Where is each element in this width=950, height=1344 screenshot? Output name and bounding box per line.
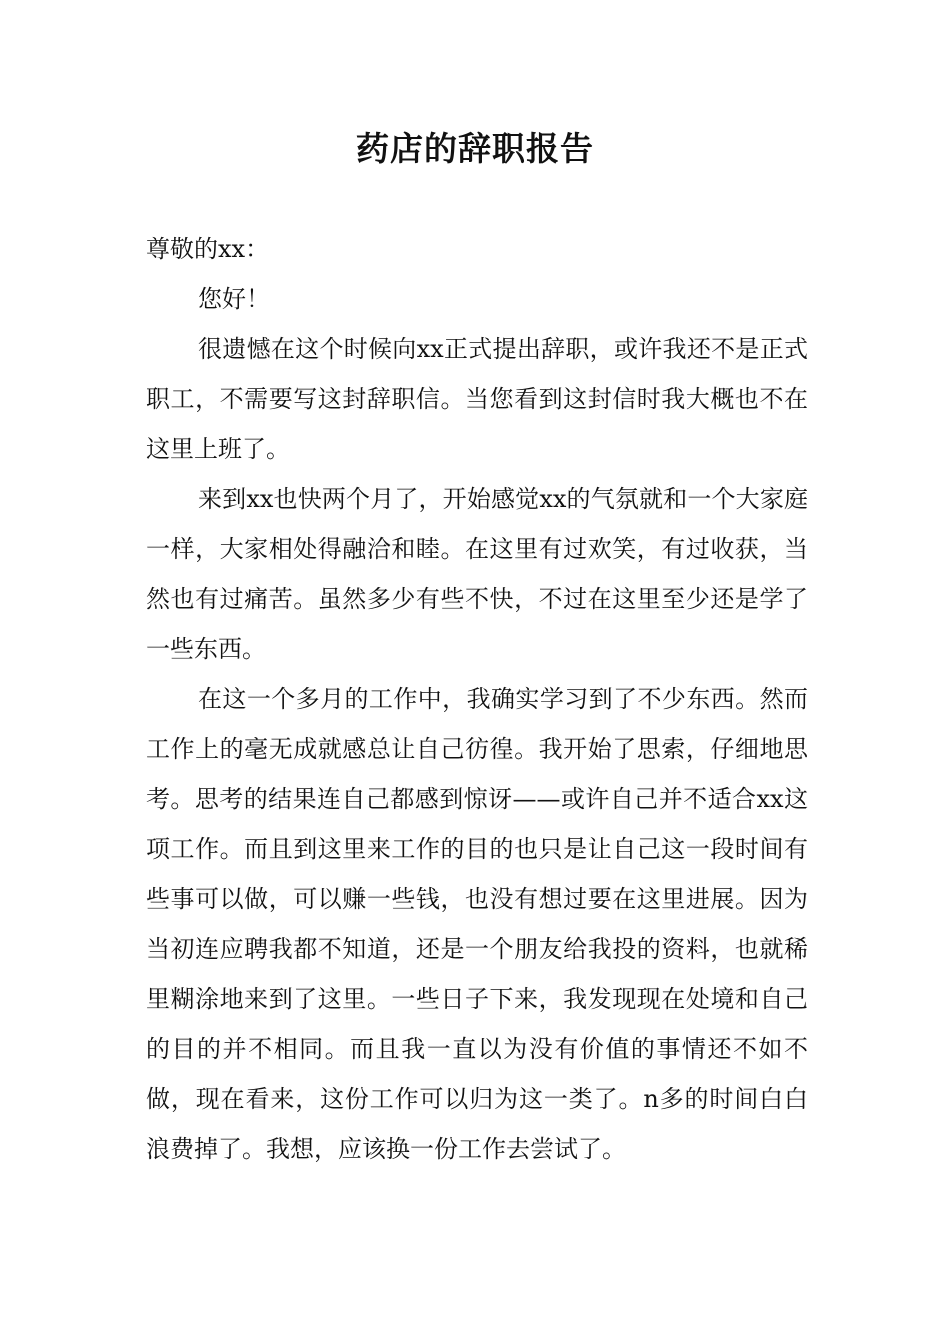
paragraph-1: 很遗憾在这个时候向xx正式提出辞职，或许我还不是正式职工，不需要写这封辞职信。当您看到这封信时我大概也不在这里上班了。: [146, 335, 808, 463]
paragraph-2: 来到xx也快两个月了，开始感觉xx的气氛就和一个大家庭一样，大家相处得融洽和睦。在这里有过欢笑，有过收获，当然也有过痛苦。虽然多少有些不快，不过在这里至少还是学了一些东西。: [146, 485, 808, 663]
letter-body: [146, 224, 808, 1174]
paragraph-3: 在这一个多月的工作中，我确实学习到了不少东西。然而工作上的毫无成就感总让自己彷徨。我开始了思索，仔细地思考。思考的结果连自己都感到惊讶——或许自己并不适合xx这项工作。而且到这里来工作的目的也只是让自己这一段时间有些事可以做，可以赚一些钱，也没有想过要在这里进展。因为当初连应聘我都不知道，还是一个朋友给我投的资料，也就稀里糊涂地来到了这里。一些日子下来，我发现现在处境和自己的目的并不相同。而且我一直以为没有价值的事情还不如不做，现在看来，这份工作可以归为这一类了。n多的时间白白浪费掉了。我想，应该换一份工作去尝试了。: [146, 685, 808, 1163]
paragraph-greeting: 您好！: [198, 285, 270, 313]
salutation: 尊敬的xx：: [146, 235, 270, 263]
document-title: 药店的辞职报告: [356, 129, 594, 168]
